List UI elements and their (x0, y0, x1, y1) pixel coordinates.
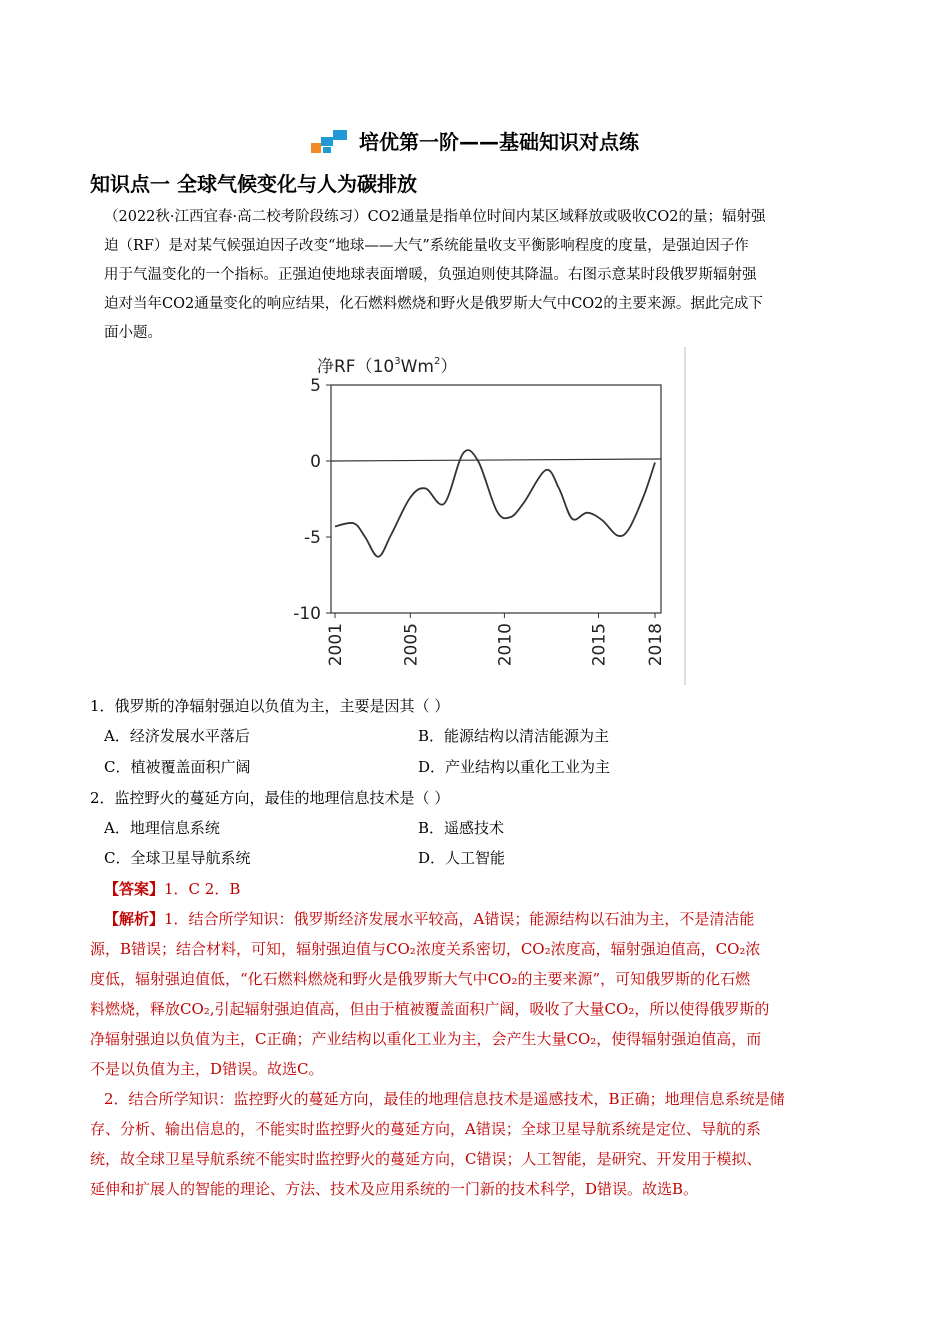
intro-passage (104, 203, 864, 348)
x-tick-label: 2005 (401, 623, 422, 667)
intro-line: 迫对当年CO2通量变化的响应结果，化石燃料燃烧和野火是俄罗斯大气中CO2的主要来源。据此完成下 (104, 296, 763, 312)
question-2-option-b[interactable]: B．遥感技术 (418, 819, 505, 837)
chart-title: 净$RF(10^3Wm^2)$ (317, 356, 458, 377)
x-tick-label: 2001 (326, 623, 346, 667)
plot-frame (331, 385, 661, 613)
x-tick-label: 2018 (646, 623, 666, 667)
analysis-line: 料燃烧，释放CO₂,引起辐射强迫值高，但由于植被覆盖面积广阔，吸收了大量CO₂，所以使得俄罗斯的 (90, 1000, 770, 1018)
y-tick-label: -5 (304, 528, 321, 548)
zero-reference-line (331, 459, 661, 461)
analysis-line: 存、分析、输出信息的，不能实时监控野火的蔓延方向，A错误；全球卫星导航系统是定位、导航的系 (90, 1120, 761, 1138)
analysis-label: 【解析】 (104, 910, 165, 928)
question-2-stem: 2．监控野火的蔓延方向，最佳的地理信息技术是（ ） (90, 789, 450, 807)
analysis-line: 2．结合所学知识：监控野火的蔓延方向，最佳的地理信息技术是遥感技术，B正确；地理信息系统是储 (104, 1090, 785, 1108)
rf-chart (283, 347, 693, 691)
x-tick-label: 2015 (589, 623, 610, 667)
question-1-option-c[interactable]: C．植被覆盖面积广阔 (104, 758, 251, 776)
analysis-line: 度低，辐射强迫值低，“化石燃料燃烧和野火是俄罗斯大气中CO₂的主要来源”，可知俄罗斯的化石燃 (90, 970, 751, 988)
series-line-net-rf (335, 450, 655, 557)
intro-line: 面小题。 (104, 325, 162, 341)
y-tick-label: 0 (310, 452, 321, 472)
page-title-text: 培优第一阶——基础知识对点练 (359, 130, 639, 154)
question-1-stem: 1．俄罗斯的净辐射强迫以负值为主，主要是因其（ ） (90, 697, 450, 715)
answer-text: 1．C 2．B (164, 880, 241, 898)
question-1-option-b[interactable]: B．能源结构以清洁能源为主 (418, 727, 610, 745)
analysis-paragraph-2 (90, 1084, 864, 1204)
analysis-line: 不是以负值为主，D错误。故选C。 (90, 1060, 324, 1078)
x-tick-label: 2010 (495, 623, 516, 667)
analysis-line: 延伸和扩展人的智能的理论、方法、技术及应用系统的一门新的技术科学，D错误。故选B。 (90, 1180, 699, 1198)
y-tick-label: -10 (293, 604, 321, 624)
analysis-line: 【解析】1．结合所学知识：俄罗斯经济发展水平较高，A错误；能源结构以石油为主，不是清洁能 (104, 910, 755, 928)
analysis-line: 净辐射强迫以负值为主，C正确；产业结构以重化工业为主，会产生大量CO₂，使得辐射强迫值高，而 (90, 1030, 762, 1048)
page-title (0, 126, 950, 155)
question-2-option-c[interactable]: C．全球卫星导航系统 (104, 849, 251, 867)
question-1-option-d[interactable]: D．产业结构以重化工业为主 (418, 758, 611, 776)
intro-line: 迫（RF）是对某气候强迫因子改变“地球——大气”系统能量收支平衡影响程度的度量，是强迫因子作 (104, 238, 749, 254)
section-heading: 知识点一 全球气候变化与人为碳排放 (90, 172, 417, 196)
y-tick-label: 5 (310, 376, 321, 396)
question-2-option-a[interactable]: A．地理信息系统 (104, 819, 220, 837)
answer-block (104, 878, 240, 899)
logo-icon (311, 129, 353, 155)
intro-line: 用于气温变化的一个指标。正强迫使地球表面增暖，负强迫则使其降温。右图示意某时段俄罗斯辐射强 (104, 267, 757, 283)
answer-label: 【答案】 (104, 880, 165, 898)
analysis-paragraph-1 (90, 904, 864, 1084)
intro-line: （2022秋·江西宜春·高二校考阶段练习）CO2通量是指单位时间内某区域释放或吸收CO2的量；辐射强 (104, 209, 766, 225)
analysis-line: 统，故全球卫星导航系统不能实时监控野火的蔓延方向，C错误；人工智能，是研究、开发用于模拟、 (90, 1150, 762, 1168)
question-2-option-d[interactable]: D．人工智能 (418, 849, 506, 867)
analysis-line: 源，B错误；结合材料，可知，辐射强迫值与CO₂浓度关系密切，CO₂浓度高，辐射强迫值高，CO₂浓 (90, 940, 761, 958)
rf-chart-svg (283, 347, 693, 687)
question-1-option-a[interactable]: A．经济发展水平落后 (104, 727, 250, 745)
